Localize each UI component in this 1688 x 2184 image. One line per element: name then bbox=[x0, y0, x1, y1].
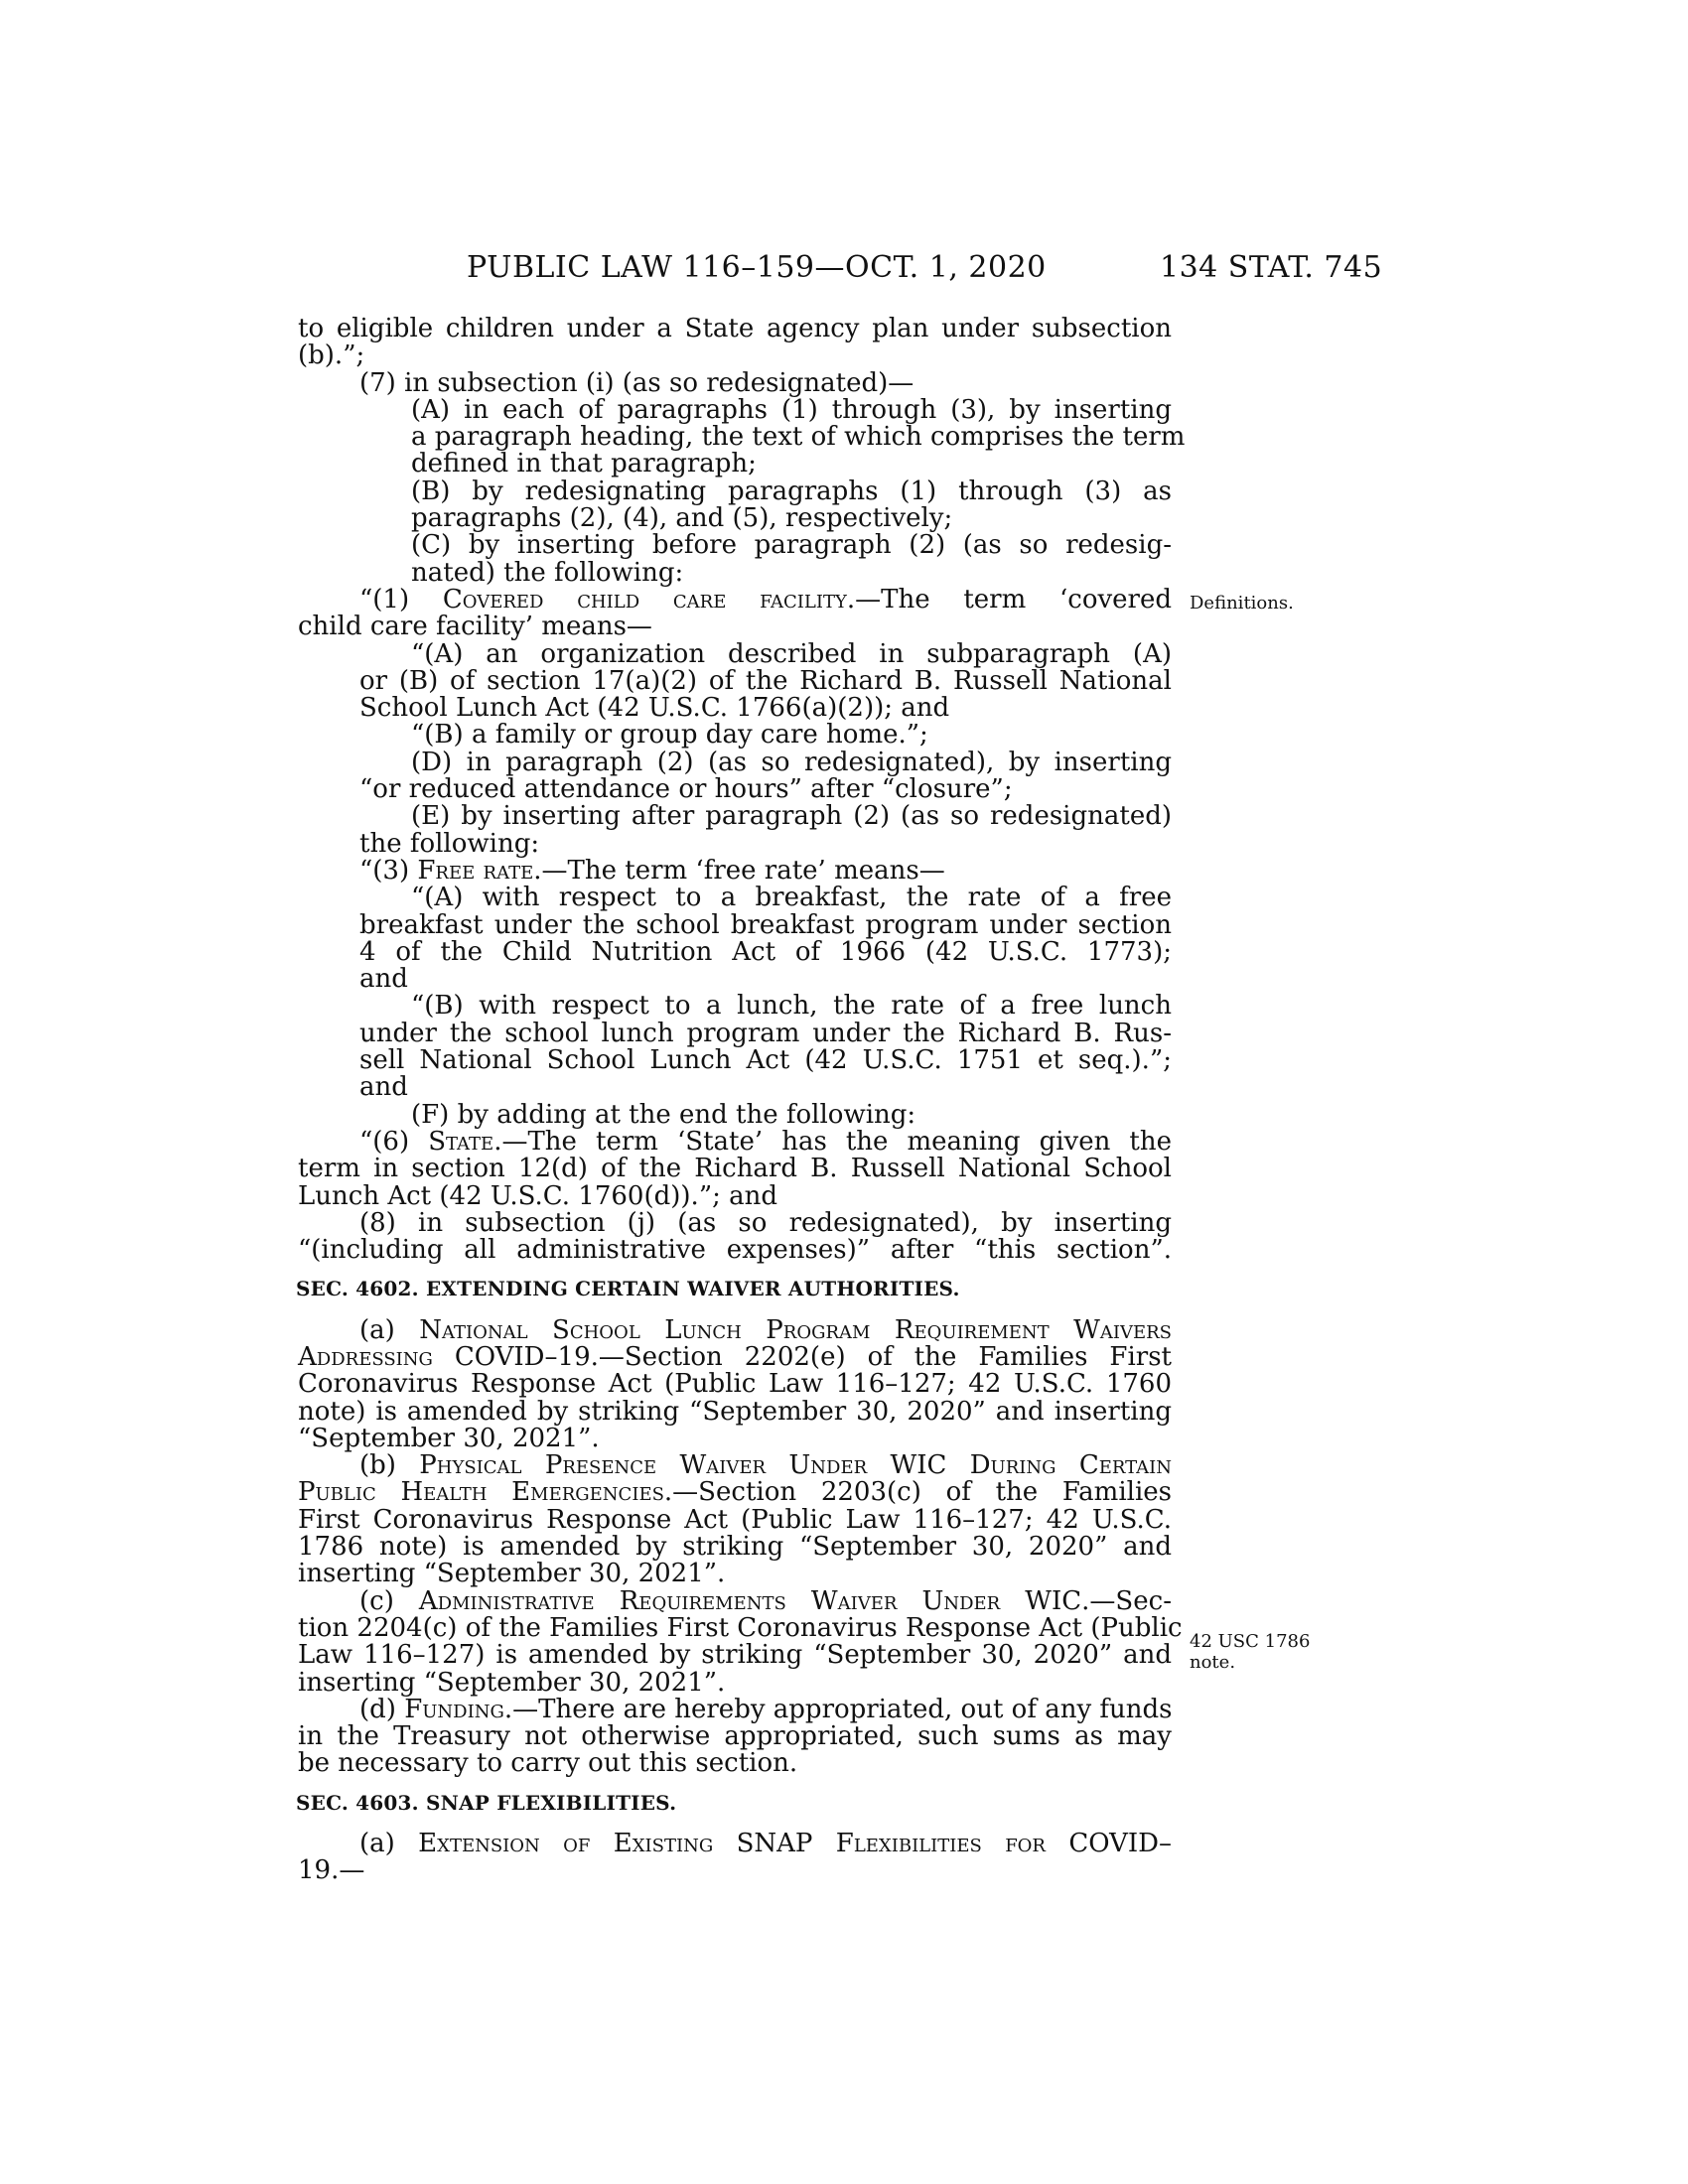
small-caps-term: Addressing COVID–19 bbox=[298, 1341, 591, 1372]
text-line: “(including all administrative expenses)” after “this section”. bbox=[298, 1235, 1172, 1266]
text-line: (7) in subsection (i) (as so redesignated)— bbox=[359, 367, 914, 398]
running-header-title: PUBLIC LAW 116–159—OCT. 1, 2020 bbox=[467, 250, 1047, 285]
text-line: nated) the following: bbox=[411, 557, 684, 588]
small-caps-term: Public Health Emergencies bbox=[298, 1477, 664, 1508]
text-span: (c) bbox=[359, 1585, 419, 1616]
text-line: (F) by adding at the end the following: bbox=[411, 1099, 916, 1130]
margin-note-usc-line1: 42 USC 1786 bbox=[1190, 1631, 1311, 1652]
small-caps-term: Extension of Existing SNAP Flexibilities for COVID– bbox=[418, 1829, 1172, 1859]
text-span: .—There are hereby appropriated, out of any funds bbox=[503, 1694, 1173, 1724]
text-span: .—Sec- bbox=[1081, 1585, 1172, 1616]
small-caps-term: State bbox=[428, 1126, 494, 1157]
definition-heading-line bbox=[298, 1126, 1173, 1157]
definition-heading-line bbox=[298, 584, 1173, 614]
text-line: (E) by inserting after paragraph (2) (as so redesignated) bbox=[411, 801, 1172, 832]
text-line: “September 30, 2021”. bbox=[298, 1423, 600, 1453]
page-number: 134 STAT. 745 bbox=[1160, 250, 1383, 285]
text-line: defined in that paragraph; bbox=[411, 449, 757, 479]
text-line: School Lunch Act (42 U.S.C. 1766(a)(2)); and bbox=[359, 693, 950, 724]
statute-text bbox=[296, 314, 1186, 1886]
margin-note-usc-line2: note. bbox=[1190, 1652, 1236, 1673]
text-line: 1786 note) is amended by striking “September 30, 2020” and bbox=[298, 1532, 1172, 1563]
text-span: (a) bbox=[359, 1314, 420, 1345]
text-line: inserting “September 30, 2021”. bbox=[298, 1559, 726, 1589]
margin-note-usc bbox=[1190, 1631, 1310, 1673]
text-span: “(6) bbox=[359, 1126, 429, 1157]
definition-heading-line bbox=[298, 855, 1172, 886]
text-span: “(3) bbox=[359, 855, 418, 886]
text-line: (D) in paragraph (2) (as so redesignated), by inserting bbox=[411, 747, 1172, 777]
text-line: the following: bbox=[359, 828, 540, 859]
text-line: sell National School Lunch Act (42 U.S.C. 1751 et seq.).”; bbox=[359, 1045, 1172, 1076]
subsection-heading-line bbox=[298, 1694, 1173, 1724]
small-caps-term: Covered child care facility bbox=[442, 584, 847, 614]
text-line: First Coronavirus Response Act (Public Law 116–127; 42 U.S.C. bbox=[298, 1504, 1172, 1535]
subsection-heading-line bbox=[298, 1479, 1172, 1506]
small-caps-term: Funding bbox=[404, 1694, 504, 1724]
small-caps-term: Free rate bbox=[417, 855, 534, 886]
text-line: 4 of the Child Nutrition Act of 1966 (42 U.S.C. 1773); bbox=[359, 936, 1172, 967]
small-caps-term: Physical Presence Waiver Under WIC During Certain bbox=[419, 1450, 1172, 1481]
margin-note-definitions: Definitions. bbox=[1190, 593, 1294, 614]
text-line: breakfast under the school breakfast program under section bbox=[359, 909, 1172, 940]
text-line: (B) by redesignating paragraphs (1) through (3) as bbox=[411, 476, 1172, 506]
text-line: to eligible children under a State agency plan under subsection bbox=[298, 314, 1172, 343]
text-line: a paragraph heading, the text of which comprises the term bbox=[411, 422, 1186, 453]
subsection-heading-line bbox=[298, 1314, 1172, 1345]
text-line: child care facility’ means— bbox=[298, 612, 652, 642]
text-line: “or reduced attendance or hours” after “closure”; bbox=[359, 774, 1013, 805]
text-line: term in section 12(d) of the Richard B. Russell National School bbox=[298, 1154, 1172, 1184]
text-span: (a) bbox=[359, 1829, 419, 1859]
text-line: “(A) with respect to a breakfast, the rate of a free bbox=[411, 883, 1172, 913]
subsection-heading-line bbox=[298, 1452, 1172, 1479]
section-heading-4603: SEC. 4603. SNAP FLEXIBILITIES. bbox=[296, 1790, 677, 1815]
text-line: Law 116–127) is amended by striking “September 30, 2020” and bbox=[298, 1640, 1172, 1671]
text-line: tion 2204(c) of the Families First Coronavirus Response Act (Public bbox=[298, 1612, 1183, 1643]
text-line: “(A) an organization described in subparagraph (A) bbox=[411, 638, 1172, 669]
text-line: be necessary to carry out this section. bbox=[298, 1748, 798, 1779]
text-line: “(B) with respect to a lunch, the rate of a free lunch bbox=[411, 991, 1172, 1022]
text-span: (d) bbox=[359, 1694, 405, 1724]
text-line: 19.— bbox=[298, 1855, 365, 1886]
subsection-heading-line bbox=[298, 1585, 1172, 1616]
text-line: and bbox=[359, 964, 408, 995]
text-line: “(B) a family or group day care home.”; bbox=[411, 720, 928, 751]
text-line: paragraphs (2), (4), and (5), respectively; bbox=[411, 503, 953, 534]
text-span: (b) bbox=[359, 1450, 420, 1481]
text-span: .—The term ‘covered bbox=[846, 584, 1173, 614]
text-line: (8) in subsection (j) (as so redesignated), by inserting bbox=[359, 1207, 1172, 1238]
text-line: Lunch Act (42 U.S.C. 1760(d)).”; and bbox=[298, 1180, 778, 1211]
text-span: “(1) bbox=[359, 584, 443, 614]
text-line: and bbox=[359, 1072, 408, 1103]
text-span: .—Section 2202(e) of the Families First bbox=[590, 1341, 1172, 1372]
small-caps-term: Administrative Requirements Waiver Under WIC bbox=[418, 1585, 1082, 1616]
text-line: Coronavirus Response Act (Public Law 116–127; 42 U.S.C. 1760 bbox=[298, 1369, 1172, 1400]
subsection-heading-line bbox=[298, 1341, 1172, 1372]
text-line: in the Treasury not otherwise appropriated, such sums as may bbox=[298, 1721, 1172, 1752]
small-caps-term: National School Lunch Program Requirement Waivers bbox=[419, 1314, 1172, 1345]
text-line: or (B) of section 17(a)(2) of the Richard B. Russell National bbox=[359, 665, 1172, 696]
text-line: (b).”; bbox=[298, 341, 365, 371]
text-span: .—Section 2203(c) of the Families bbox=[663, 1477, 1173, 1508]
text-line: (A) in each of paragraphs (1) through (3), by inserting bbox=[411, 394, 1172, 425]
text-line: inserting “September 30, 2021”. bbox=[298, 1667, 726, 1698]
subsection-heading-line bbox=[298, 1831, 1172, 1857]
text-line: (C) by inserting before paragraph (2) (as so redesig- bbox=[411, 530, 1172, 561]
text-span: .—The term ‘free rate’ means— bbox=[533, 855, 945, 886]
text-span: .—The term ‘State’ has the meaning given the bbox=[493, 1126, 1173, 1157]
text-line: under the school lunch program under the Richard B. Rus- bbox=[359, 1018, 1172, 1048]
section-heading-4602: SEC. 4602. EXTENDING CERTAIN WAIVER AUTHORITIES. bbox=[296, 1277, 960, 1301]
text-line: note) is amended by striking “September 30, 2020” and inserting bbox=[298, 1396, 1172, 1427]
